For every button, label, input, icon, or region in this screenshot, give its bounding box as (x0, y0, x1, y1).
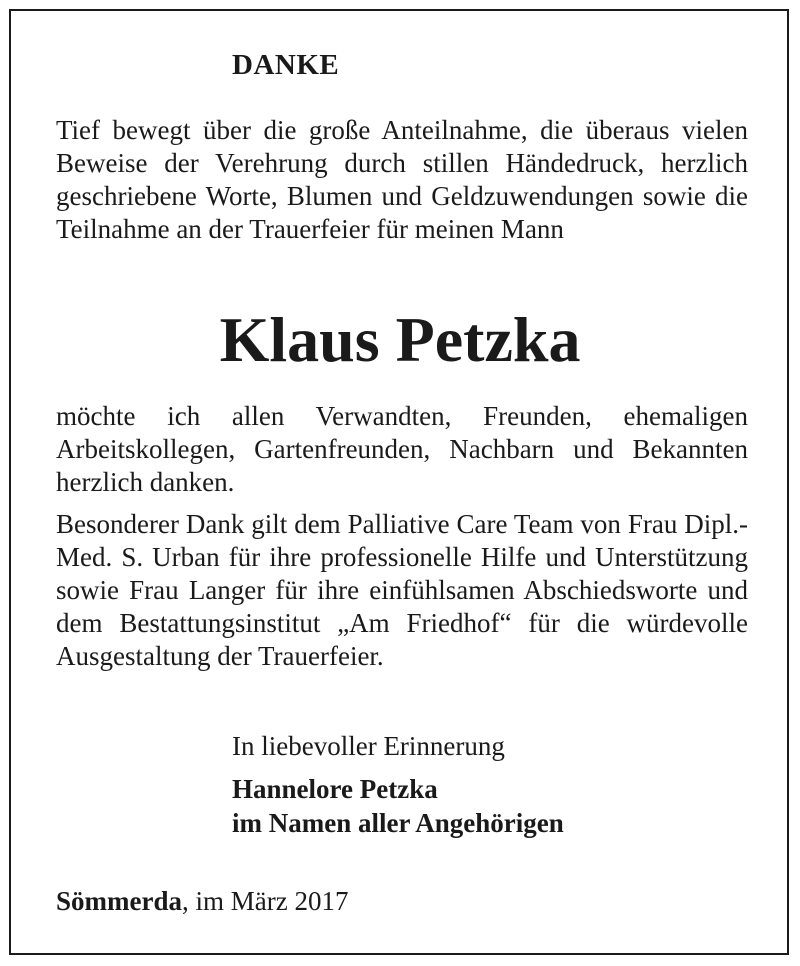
signer-line: im Namen aller Angehörigen (232, 808, 564, 838)
notice-heading: DANKE (232, 49, 340, 81)
deceased-name: Klaus Petzka (219, 304, 581, 375)
special-thanks-paragraph: Besonderer Dank gilt dem Palliative Care Team von Frau Dipl.-Med. S. Urban für ihre professionelle Hilfe und Unterstützung sowie Frau Langer für ihre einfühlsamen Abschiedsworte und dem Bestattungsinstitut „Am Friedhof“ für die würdevolle Ausgestaltung der Trauerfeier. (56, 509, 748, 671)
notice-date: , im März 2017 (181, 886, 349, 916)
thanks-paragraph: möchte ich allen Verwandten, Freunden, ehemaligen Arbeitskollegen, Gartenfreunden, Nachbarn und Bekannten herzlich danken. (56, 401, 748, 497)
place-name: Sömmerda (56, 886, 182, 916)
closing-line: In liebevoller Erinnerung (232, 731, 505, 761)
signature-block (232, 772, 564, 840)
intro-paragraph: Tief bewegt über die große Anteilnahme, die überaus vielen Beweise der Verehrung durch stillen Händedruck, herzlich geschriebene Worte, Blumen und Geldzuwendungen sowie die Teilnahme an der Trauerfeier für meinen Mann (56, 115, 748, 244)
place-date (56, 885, 348, 918)
signer-name: Hannelore Petzka (232, 774, 438, 804)
